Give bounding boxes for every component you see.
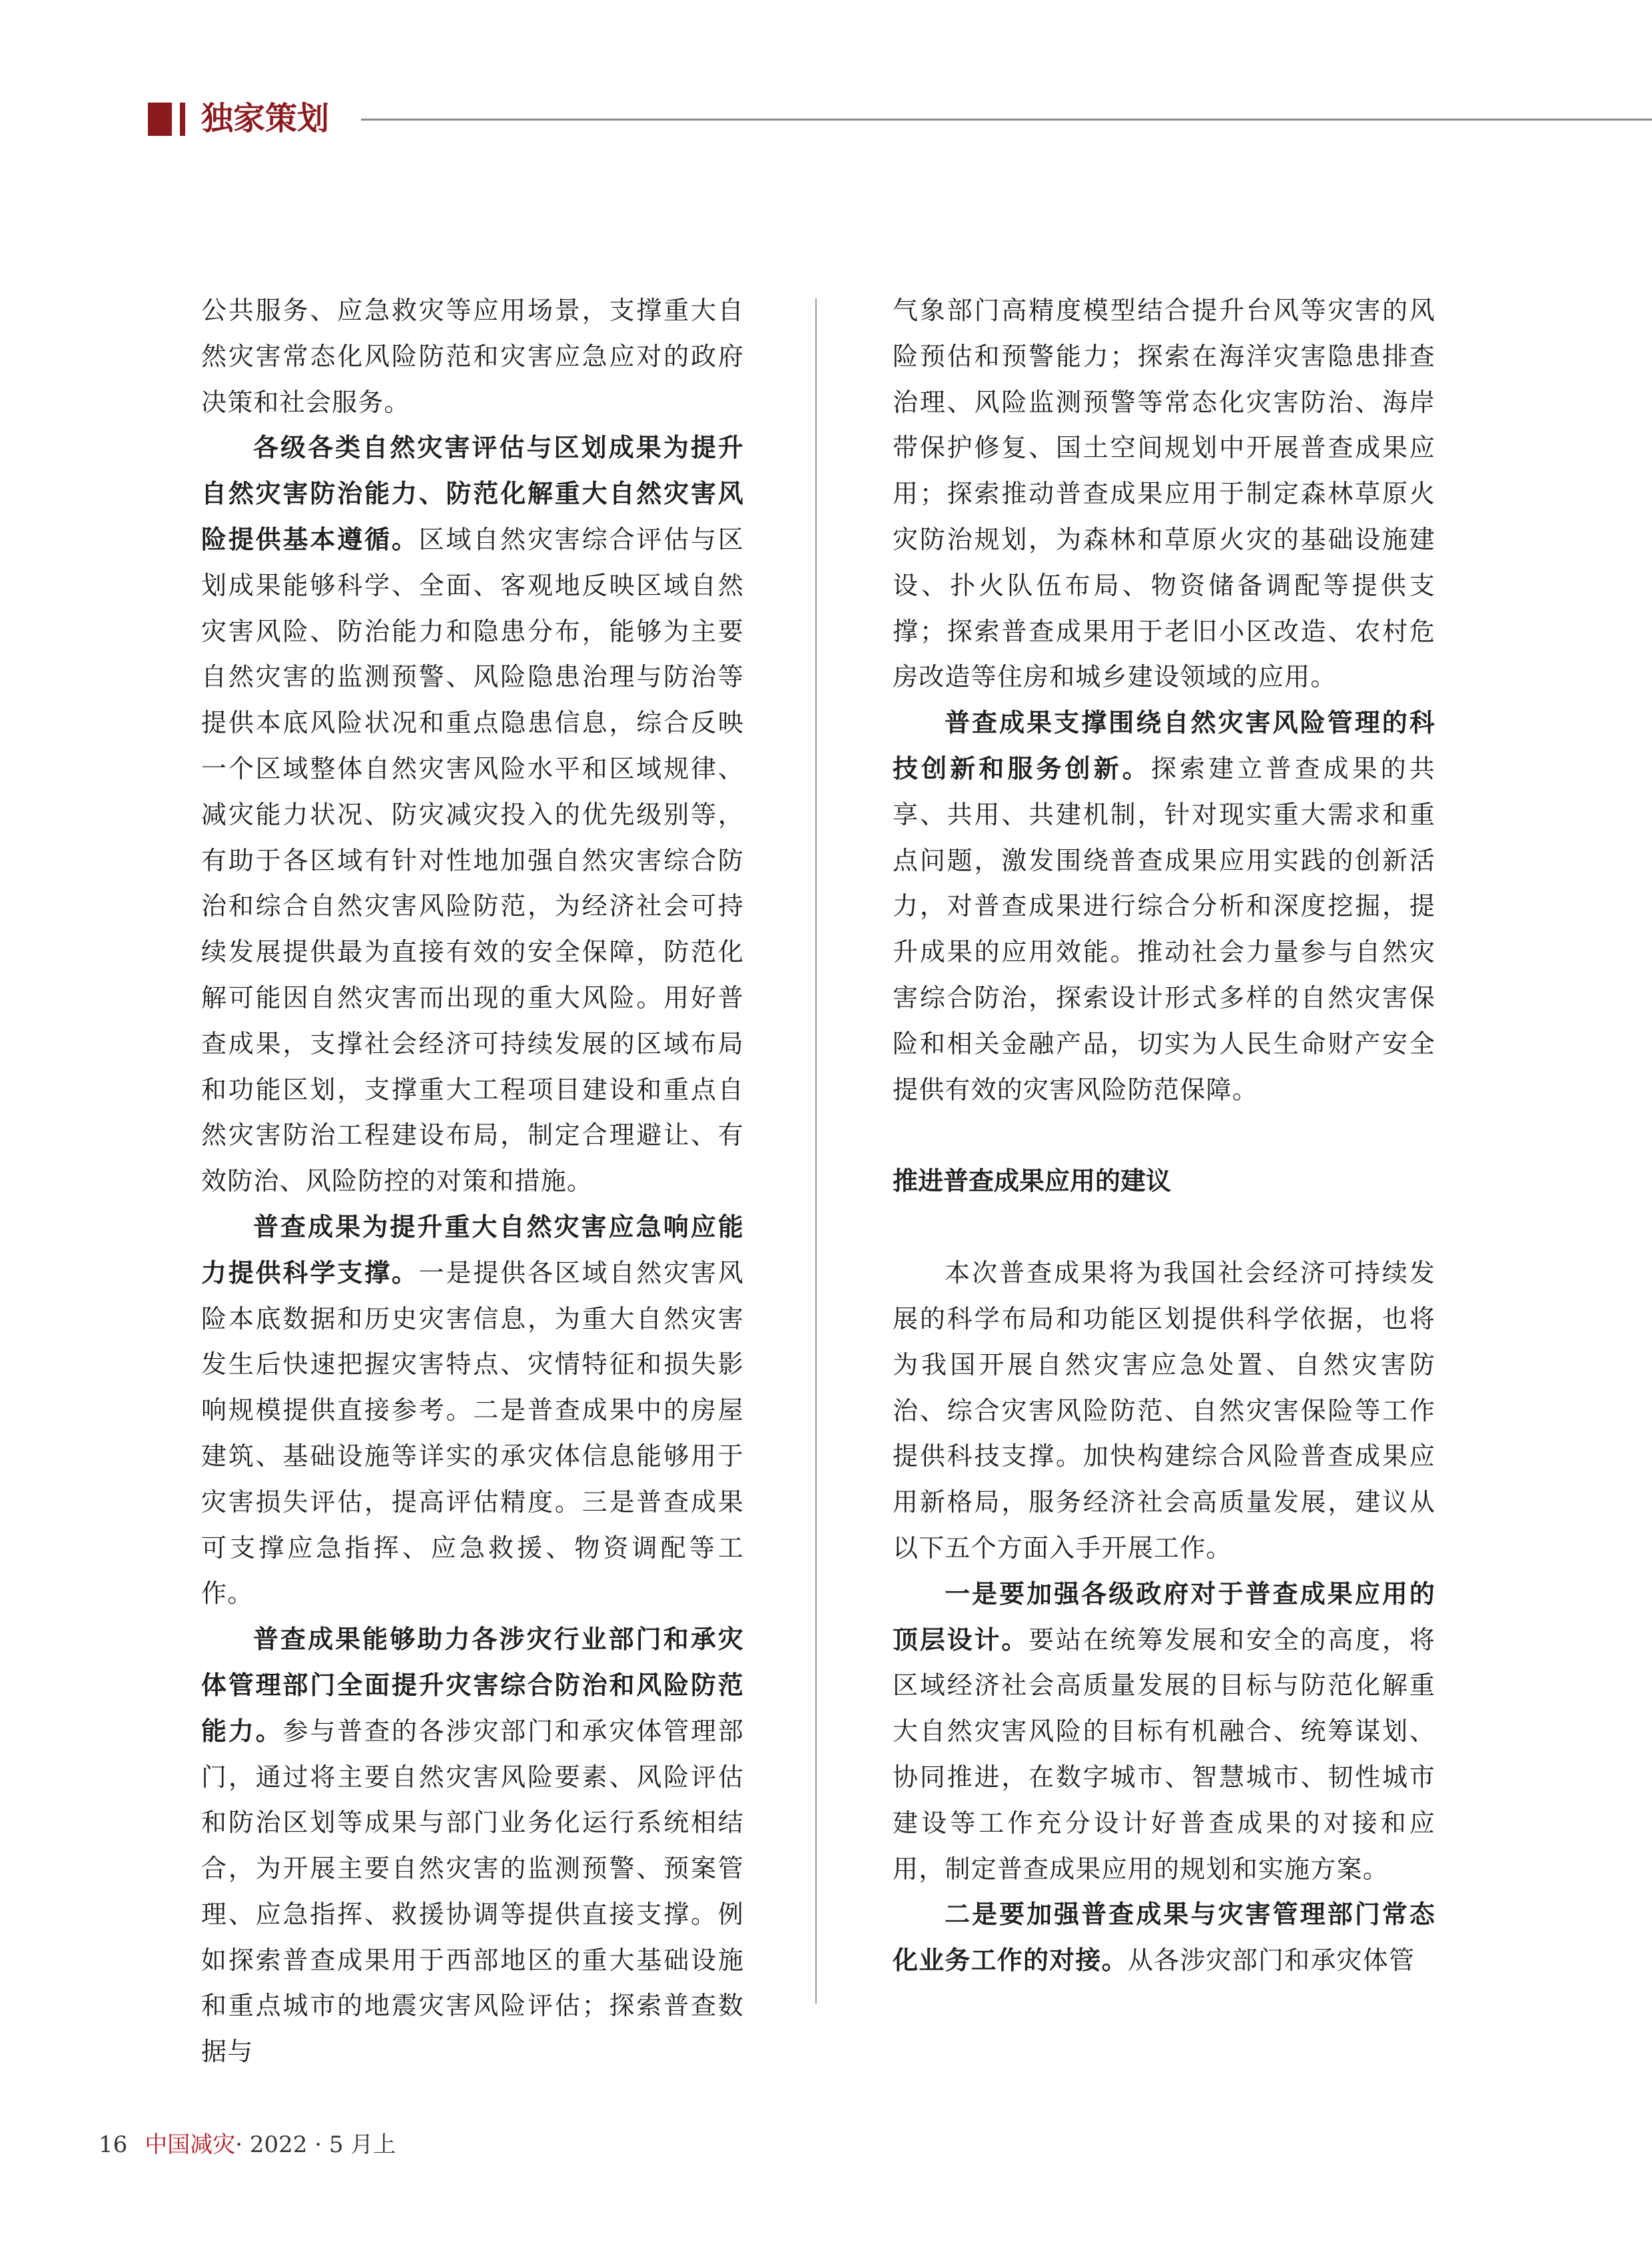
right-paragraph-2-lead: 普查成果支撑围绕自然灾害风险管理的科技创新和服务创新。 [893, 708, 1436, 783]
left-paragraph-1: 公共服务、应急救灾等应用场景，支撑重大自然灾害常态化风险防范和灾害应急应对的政府决策和社会服务。 [201, 296, 744, 417]
right-paragraph-1: 气象部门高精度模型结合提升台风等灾害的风险预估和预警能力；探索在海洋灾害隐患排查治理、风险监测预警等常态化灾害防治、海岸带保护修复、国土空间规划中开展普查成果应用；探索推动普查成果应用于制定森林草原火灾防治规划，为森林和草原火灾的基础设施建设、扑火队伍布局、物资储备调配等提供支撑；探索普查成果用于老旧小区改造、农村危房改造等住房和城乡建设领域的应用。 [893, 296, 1436, 692]
left-paragraph-4 [201, 1617, 744, 2075]
heading-spacer-top [893, 1112, 1436, 1158]
left-paragraph-3-body: 一是提供各区域自然灾害风险本底数据和历史灾害信息，为重大自然灾害发生后快速把握灾害特点、灾情特征和损失影响规模提供直接参考。二是普查成果中的房屋建筑、基础设施等详实的承灾体信息能够用于灾害损失评估，提高评估精度。三是普查成果可支撑应急指挥、应急救援、物资调配等工作。 [201, 1258, 744, 1609]
right-paragraph-5-lead: 二是要加强普查成果与灾害管理部门常态化业务工作的对接。 [893, 1900, 1436, 1976]
right-paragraph-5 [893, 1892, 1436, 1984]
heading-spacer-bottom [893, 1204, 1436, 1250]
right-paragraph-2 [893, 700, 1436, 1112]
section-marker-bar [180, 103, 185, 136]
section-marker-block [148, 103, 172, 136]
section-heading: 推进普查成果应用的建议 [893, 1166, 1172, 1196]
right-paragraph-5-body: 从各涉灾部门和承灾体管 [1127, 1946, 1416, 1976]
left-paragraph-4-body: 参与普查的各涉灾部门和承灾体管理部门，通过将主要自然灾害风险要素、风险评估和防治区划等成果与部门业务化运行系统相结合，为开展主要自然灾害的监测预警、预案管理、应急指挥、救援协调等提供直接支撑。例如探索普查成果用于西部地区的重大基础设施和重点城市的地震灾害风险评估；探索普查数据与 [201, 1716, 744, 2067]
right-paragraph-4 [893, 1571, 1436, 1892]
left-paragraph-2 [201, 425, 744, 1204]
left-column [201, 288, 744, 2075]
right-paragraph-4-lead: 一是要加强各级政府对于普查成果应用的顶层设计。 [893, 1579, 1436, 1655]
left-paragraph-2-body: 区域自然灾害综合评估与区划成果能够科学、全面、客观地反映区域自然灾害风险、防治能力和隐患分布，能够为主要自然灾害的监测预警、风险隐患治理与防治等提供本底风险状况和重点隐患信息，综合反映一个区域整体自然灾害风险水平和区域规律、减灾能力状况、防灾减灾投入的优先级别等，有助于各区域有针对性地加强自然灾害综合防治和综合自然灾害风险防范，为经济社会可持续发展提供最为直接有效的安全保障，防范化解可能因自然灾害而出现的重大风险。用好普查成果，支撑社会经济可持续发展的区域布局和功能区划，支撑重大工程项目建设和重点自然灾害防治工程建设布局，制定合理避让、有效防治、风险防控的对策和措施。 [201, 524, 744, 1196]
left-paragraph-3-lead: 普查成果为提升重大自然灾害应急响应能力提供科学支撑。 [201, 1212, 744, 1288]
section-title: 独家策划 [201, 100, 330, 137]
right-paragraph-3: 本次普查成果将为我国社会经济可持续发展的科学布局和功能区划提供科学依据，也将为我国开展自然灾害应急处置、自然灾害防治、综合灾害风险防范、自然灾害保险等工作提供科技支撑。加快构建综合风险普查成果应用新格局，服务经济社会高质量发展，建议从以下五个方面入手开展工作。 [893, 1258, 1436, 1563]
page-footer [99, 2129, 396, 2161]
right-column [893, 288, 1436, 1984]
right-paragraph-4-body: 要站在统筹发展和安全的高度，将区域经济社会高质量发展的目标与防范化解重大自然灾害风险的目标有机融合、统筹谋划、协同推进，在数字城市、智慧城市、韧性城市建设等工作充分设计好普查成果的对接和应用，制定普查成果应用的规划和实施方案。 [893, 1625, 1436, 1884]
column-divider [815, 298, 817, 2004]
section-header [148, 100, 1652, 140]
page-number: 16 [99, 2131, 128, 2158]
header-rule [361, 119, 1652, 121]
left-paragraph-3 [201, 1204, 744, 1617]
right-paragraph-2-body: 探索建立普查成果的共享、共用、共建机制，针对现实重大需求和重点问题，激发围绕普查成果应用实践的创新活力，对普查成果进行综合分析和深度挖掘，提升成果的应用效能。推动社会力量参与自然灾害综合防治，探索设计形式多样的自然灾害保险和相关金融产品，切实为人民生命财产安全提供有效的灾害风险防范保障。 [893, 753, 1436, 1104]
left-paragraph-4-lead: 普查成果能够助力各涉灾行业部门和承灾体管理部门全面提升灾害综合防治和风险防范能力。 [201, 1625, 744, 1746]
issue-date: · 2022 · 5 月上 [235, 2131, 396, 2158]
magazine-name: 中国减灾 [145, 2131, 236, 2158]
left-paragraph-2-lead: 各级各类自然灾害评估与区划成果为提升自然灾害防治能力、防范化解重大自然灾害风险提供基本遵循。 [201, 433, 744, 554]
